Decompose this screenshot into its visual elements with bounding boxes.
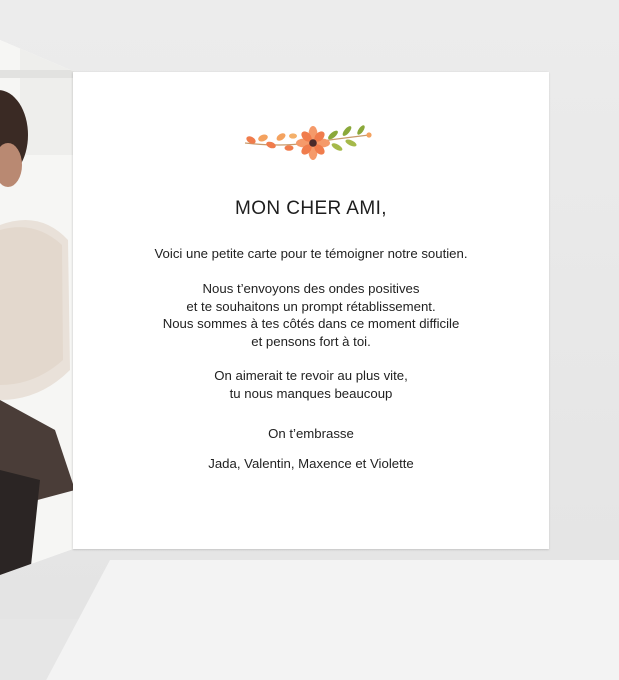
text-line: On aimerait te revoir au plus vite,: [214, 368, 408, 383]
floral-ornament-icon: [241, 123, 373, 163]
photo-person: [0, 40, 75, 575]
card-signature: Jada, Valentin, Maxence et Violette: [208, 456, 414, 471]
table-surface: [46, 560, 619, 680]
text-line: Nous sommes à tes côtés dans ce moment difficile: [162, 316, 460, 331]
greeting-card: [73, 72, 549, 549]
text-line: et te souhaitons un prompt rétablissement.: [186, 298, 436, 314]
text-line: tu nous manques beaucoup: [229, 385, 393, 401]
text-line: et pensons fort à toi.: [251, 333, 371, 349]
card-title: MON CHER AMI,: [235, 198, 387, 219]
card-paragraph-miss-you: [73, 367, 549, 402]
card-intro: Voici une petite carte pour te témoigner notre soutien.: [154, 246, 468, 261]
card-closing: On t’embrasse: [268, 426, 354, 441]
card-paragraph-support: [73, 280, 549, 350]
card-left-panel: [0, 40, 75, 575]
text-line: Nous t’envoyons des ondes positives: [202, 281, 420, 296]
